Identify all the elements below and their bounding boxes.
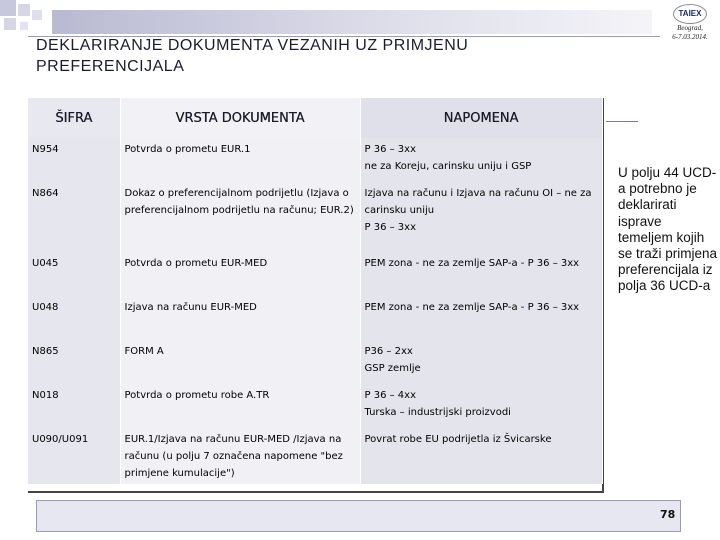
cell-note: PEM zona - ne za zemlje SAP-a - P 36 – 3xx [360,296,602,340]
table-row [28,252,602,296]
logo-place: Beograd, [677,24,703,32]
table-row [28,384,602,428]
taiex-logo-mark: TAIEX [673,4,707,24]
cell-document: Dokaz o preferencijalnom podrijetlu (Izjava o preferencijalnom podrijetlu na računu; EUR.2) [120,182,360,252]
cell-document: Potvrda o prometu EUR-MED [120,252,360,296]
taiex-logo [664,4,716,50]
cell-code: N018 [28,384,120,428]
cell-document: Potvrda o prometu robe A.TR [120,384,360,428]
cell-document: Izjava na računu EUR-MED [120,296,360,340]
cell-document: EUR.1/Izjava na računu EUR-MED /Izjava na računu (u polju 7 označena napomene "bez primjene kumulacije") [120,428,360,484]
cell-note: P 36 – 3xx ne za Koreju, carinsku uniju i GSP [360,138,602,182]
table-row [28,138,602,182]
table-header-row [28,98,602,138]
cell-note: P36 – 2xx GSP zemlje [360,340,602,384]
logo-date: 6-7.03.2014. [672,33,708,41]
table-row [28,182,602,252]
table-row [28,340,602,384]
header-sifra: ŠIFRA [28,98,120,138]
note-divider [606,121,638,122]
cell-document: Potvrda o prometu EUR.1 [120,138,360,182]
footer-bar [36,500,681,532]
cell-code: U090/U091 [28,428,120,484]
cell-note: PEM zona - ne za zemlje SAP-a - P 36 – 3xx [360,252,602,296]
cell-note: P 36 – 4xx Turska – industrijski proizvodi [360,384,602,428]
top-decorative-bar [52,10,652,34]
cell-document: FORM A [120,340,360,384]
cell-code: N954 [28,138,120,182]
documents-table [28,98,604,493]
cell-note: Izjava na računu i Izjava na računu OI – ne za carinsku uniju P 36 – 3xx [360,182,602,252]
slide-title: DEKLARIRANJE DOKUMENTA VEZANIH UZ PRIMJENU PREFERENCIJALA [36,37,469,75]
cell-code: N865 [28,340,120,384]
table-row [28,296,602,340]
side-note: U polju 44 UCD-a potrebno je deklarirati isprave temeljem kojih se traži primjena preferencijala iz polja 36 UCD-a [618,165,718,294]
header-napomena: NAPOMENA [360,98,602,138]
cell-code: U048 [28,296,120,340]
cell-code: N864 [28,182,120,252]
header-vrsta-dokumenta: VRSTA DOKUMENTA [120,98,360,138]
page-number: 78 [660,508,676,521]
cell-note: Povrat robe EU podrijetla iz Švicarske [360,428,602,484]
cell-code: U045 [28,252,120,296]
table-row [28,428,602,484]
decorative-squares [0,0,60,40]
